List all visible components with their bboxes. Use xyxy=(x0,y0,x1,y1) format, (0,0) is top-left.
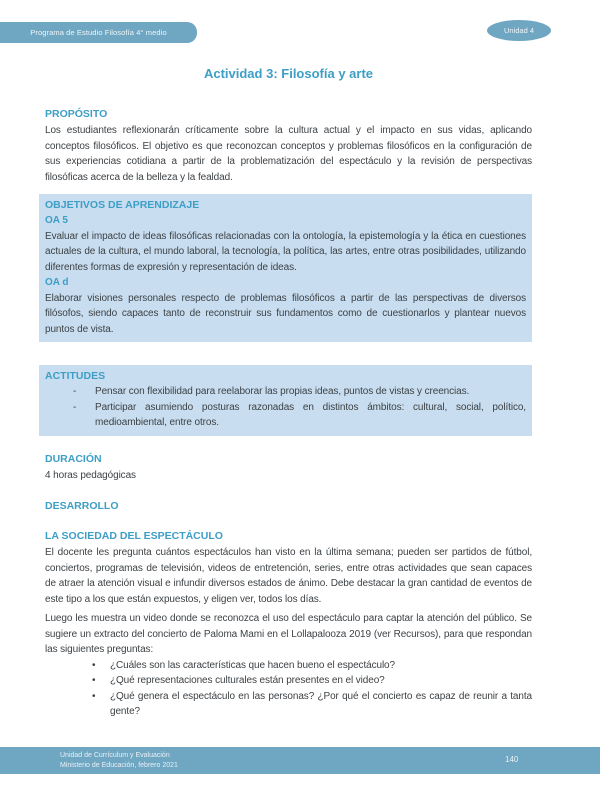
footer-credits xyxy=(0,751,178,770)
section-objetivos xyxy=(39,194,532,342)
page-title: Actividad 3: Filosofía y arte xyxy=(203,66,374,81)
proposito-paragraph: Los estudiantes reflexionarán críticamente sobre la cultura actual y el impacto en sus vidas, aplicando conceptos filosóficos. El objetivo es que reconozcan conceptos y problemas filosóficos en la configuración de sus experiencias cotidiana a partir de la problematización del espectáculo y la revisión de perspectivas filosóficas acerca de la belleza y la fealdad. xyxy=(45,125,532,183)
spacer xyxy=(45,436,532,452)
header-program-label: Programa de Estudio Filosofía 4° medio xyxy=(30,28,167,37)
section-duracion xyxy=(45,452,532,484)
footer-line-2: Ministerio de Educación, febrero 2021 xyxy=(60,761,178,769)
actitudes-heading: ACTITUDES xyxy=(45,370,106,382)
section-proposito xyxy=(45,107,532,185)
spacer xyxy=(45,515,532,529)
proposito-heading: PROPÓSITO xyxy=(45,108,108,120)
sociedad-heading: LA SOCIEDAD DEL ESPECTÁCULO xyxy=(45,530,223,542)
question-text: ¿Qué genera el espectáculo en las personas? ¿Por qué el concierto es capaz de reunir a tanta gente? xyxy=(110,690,532,717)
objetivos-heading: OBJETIVOS DE APRENDIZAJE xyxy=(45,199,200,211)
spacer xyxy=(45,342,532,356)
actitud-text: Participar asumiendo posturas razonadas en distintos ámbitos: cultural, social, político, medioambiental, entre otros. xyxy=(95,401,526,428)
list-item xyxy=(45,400,526,431)
actitud-text: Pensar con flexibilidad para reelaborar las propias ideas, puntos de vistas y creencias. xyxy=(95,386,470,397)
desarrollo-heading: DESARROLLO xyxy=(45,500,119,512)
sociedad-paragraph-1: El docente les pregunta cuántos espectáculos han visto en la última semana; pueden ser partidos de fútbol, conciertos, programas de televisión, videos de entretención, series, entre otras actividades que sean capaces de atraer la atención visual e infundir diversos estados de ánimo. Debe destacar la gran cantidad de eventos de este tipo a los que están expuestos, y eligen ver, todos los días. xyxy=(45,547,532,605)
oa-text: Evaluar el impacto de ideas filosóficas relacionadas con la ontología, la epistemología y la ética en cuestiones actuales de la cultura, el mundo laboral, la tecnología, la política, las artes, entre otras posibilidades, utilizando diferentes formas de expresión y representación de ideas. xyxy=(45,230,526,273)
list-item xyxy=(45,658,532,674)
dot-bullet: • xyxy=(92,675,96,686)
unit-badge-label: Unidad 4 xyxy=(503,26,535,35)
unit-badge xyxy=(487,20,551,41)
question-text: ¿Cuáles son las características que hacen bueno el espectáculo? xyxy=(110,659,395,671)
question-text: ¿Qué representaciones culturales están presentes en el video? xyxy=(110,675,385,686)
dot-bullet: • xyxy=(92,659,96,671)
list-item xyxy=(45,673,532,689)
duracion-value: 4 horas pedagógicas xyxy=(45,469,136,481)
footer-line-1: Unidad de Currículum y Evaluación xyxy=(60,752,170,759)
page-number: 140 xyxy=(505,755,519,764)
spacer xyxy=(45,483,532,499)
dash-bullet: - xyxy=(73,386,77,397)
duracion-heading: DURACIÓN xyxy=(45,452,102,465)
oa-code: OA d xyxy=(45,277,69,288)
sociedad-paragraph-2: Luego les muestra un video donde se reconozca el uso del espectáculo para captar la atención del público. Se sugiere un extracto del concierto de Paloma Mami en el Lollapalooza 2019 (ver Recursos), para que respondan las siguientes preguntas: xyxy=(45,613,532,655)
section-sociedad xyxy=(45,529,532,720)
list-item xyxy=(45,689,532,720)
section-actitudes xyxy=(39,365,532,436)
header-program-badge xyxy=(0,22,197,43)
page-footer xyxy=(0,747,600,774)
oa-code: OA 5 xyxy=(45,215,68,226)
dot-bullet: • xyxy=(92,690,96,702)
dash-bullet: - xyxy=(73,401,77,413)
oa-text: Elaborar visiones personales respecto de problemas filosóficos a partir de las perspectivas de diversos filósofos, siendo capaces tanto de reconstruir sus fundamentos como de cuestionarlos y plantear nuevos puntos de vista. xyxy=(45,292,526,335)
list-item xyxy=(45,384,526,400)
